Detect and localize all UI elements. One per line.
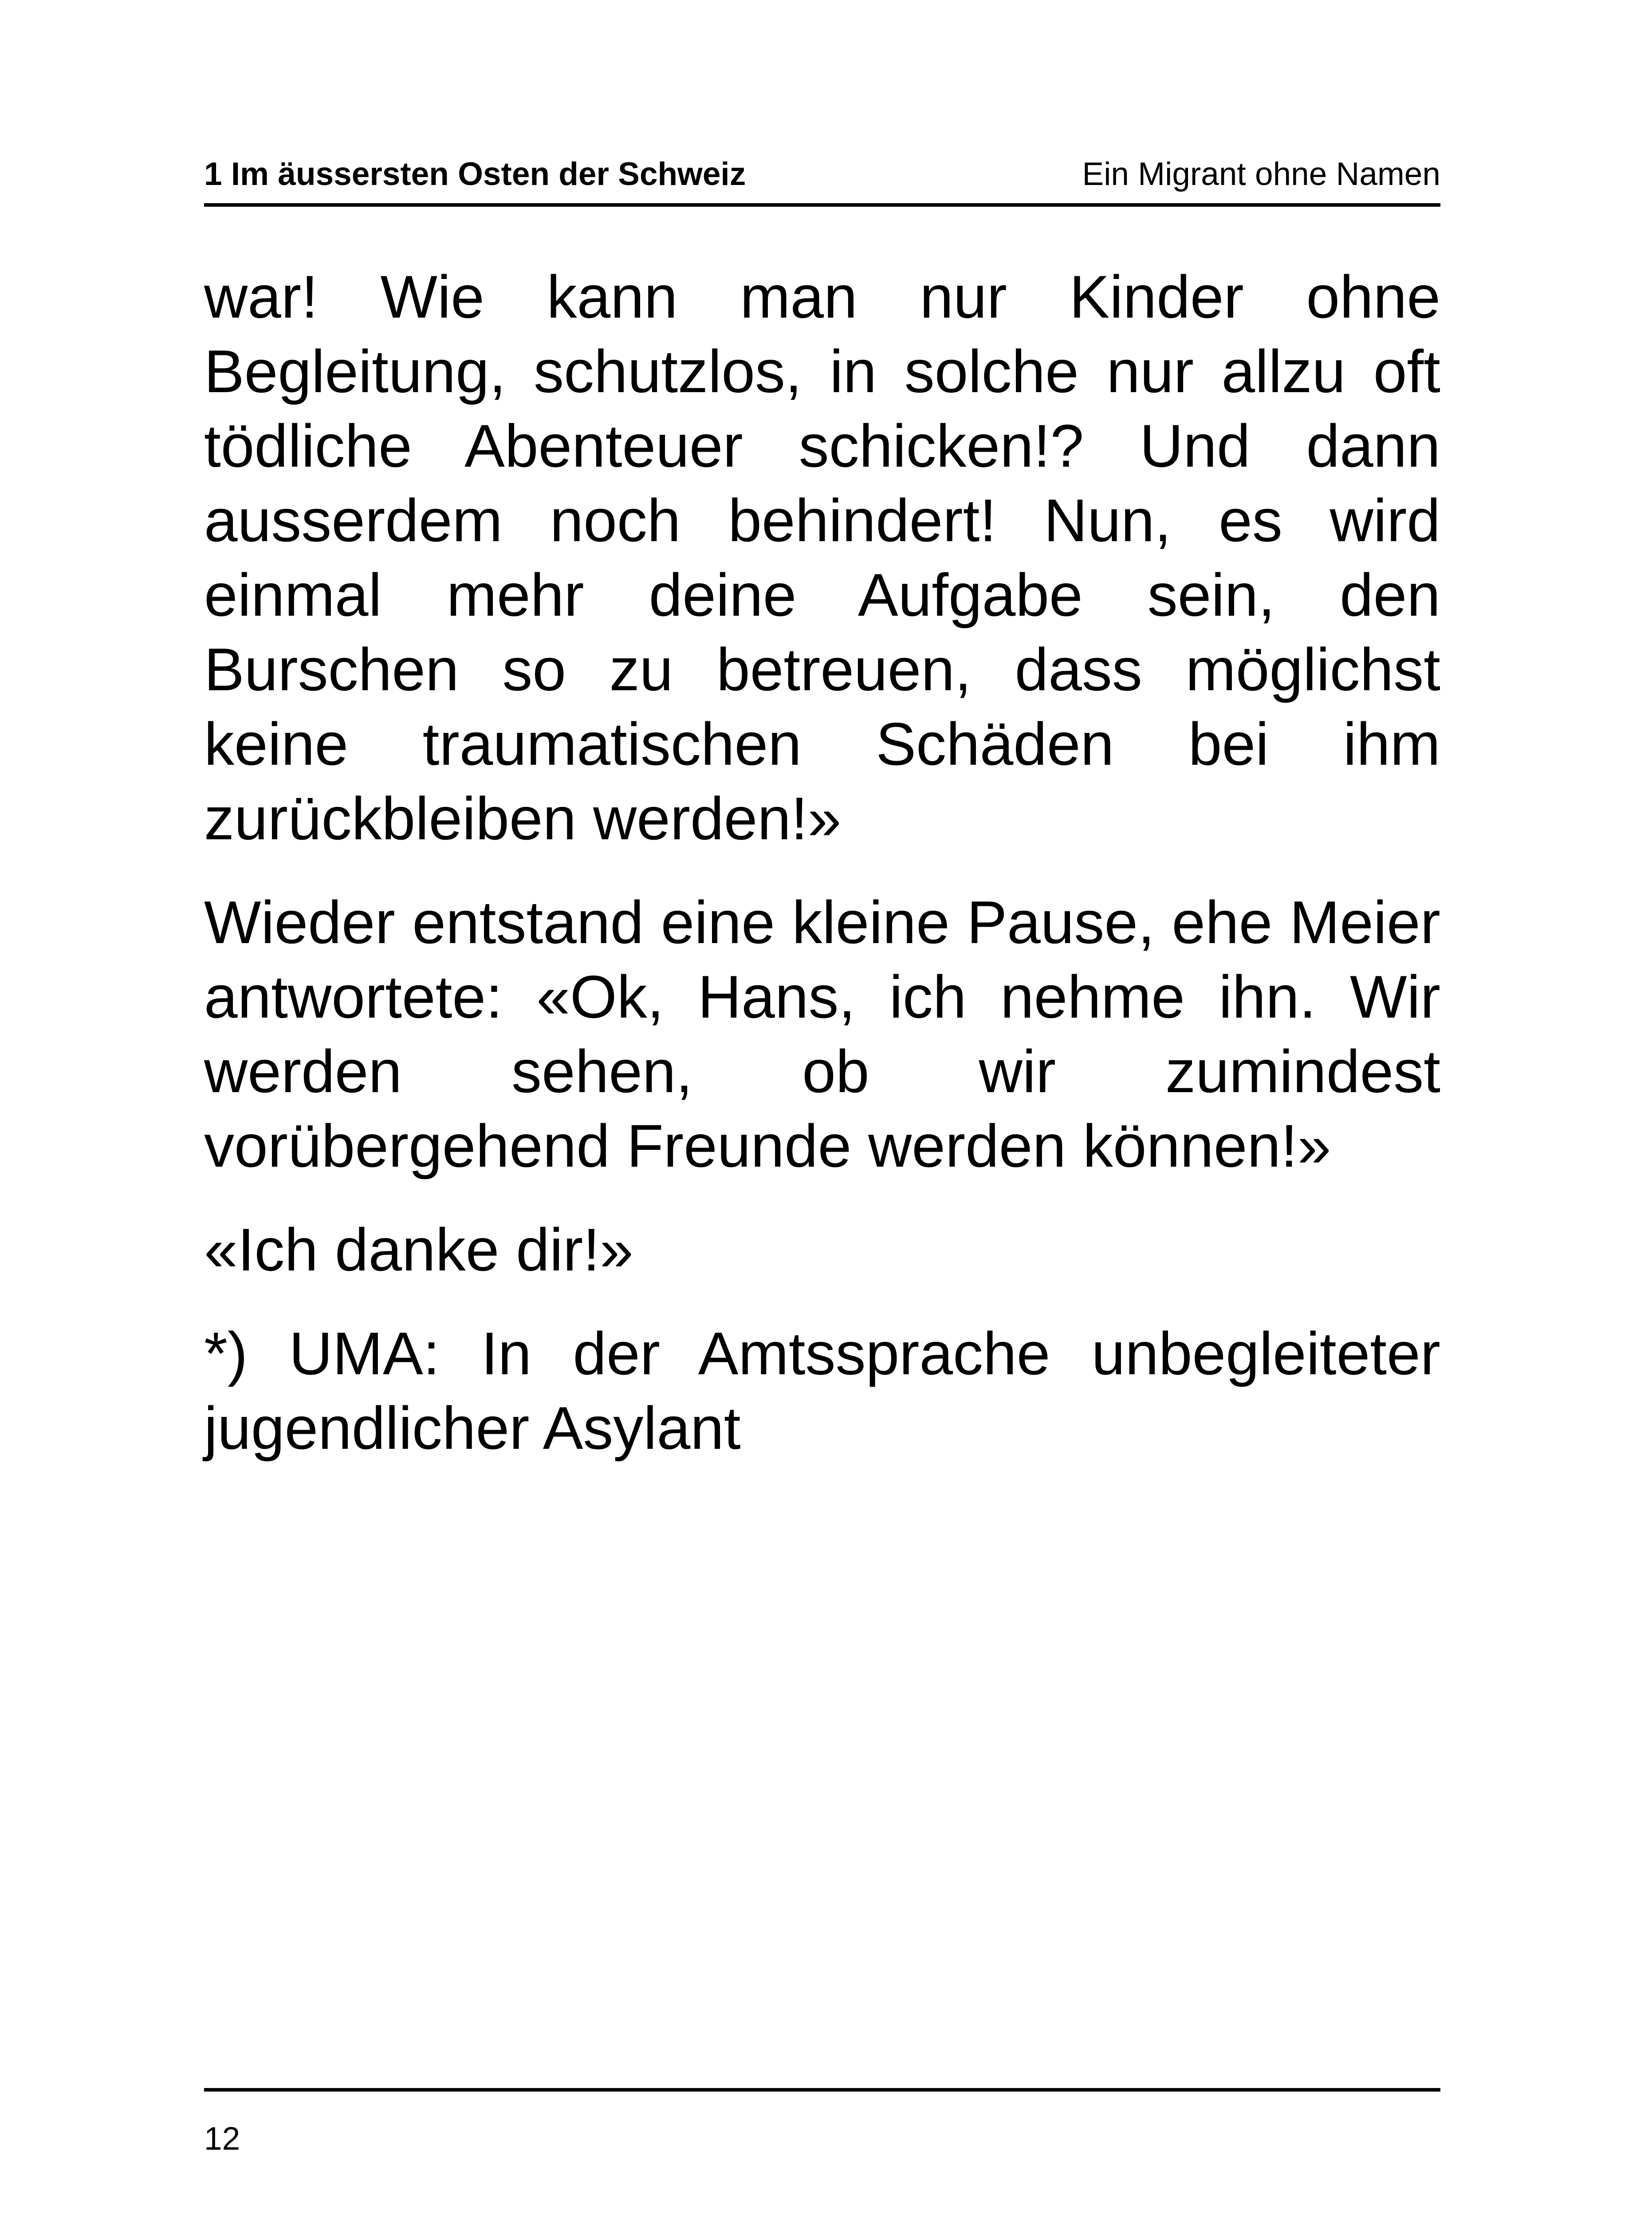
header-divider	[204, 203, 1440, 207]
footnote: *) UMA: In der Amtssprache unbegleiteter jugendlicher Asylant	[204, 1320, 1440, 1462]
paragraph-1: war! Wie kann man nur Kinder ohne Begleitung, schutzlos, in solche nur allzu oft tödliche Abenteuer schicken!? Und dann ausserdem noch behindert! Nun, es wird einmal mehr deine Aufgabe sein, den Burschen so zu betreuen, dass möglichst keine traumatischen Schäden bei ihm zurückbleiben werden!»	[204, 263, 1440, 852]
chapter-title: 1 Im äussersten Osten der Schweiz	[204, 156, 746, 192]
book-title: Ein Migrant ohne Namen	[1082, 156, 1440, 192]
page-number: 12	[204, 2121, 240, 2157]
paragraph-2: Wieder entstand eine kleine Pause, ehe Meier antwortete: «Ok, Hans, ich nehme ihn. Wir werden sehen, ob wir zumindest vorübergehend Freunde werden können!»	[204, 889, 1440, 1180]
paragraph-3: «Ich danke dir!»	[204, 1216, 633, 1283]
running-header	[204, 149, 1440, 200]
body-text	[204, 260, 1440, 1494]
footer-divider	[204, 2088, 1440, 2092]
